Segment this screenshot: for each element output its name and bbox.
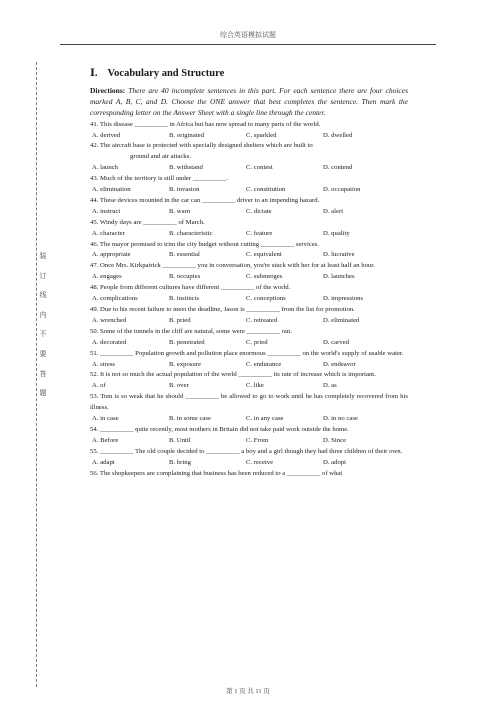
question-options	[90, 381, 408, 392]
directions-text: There are 40 incomplete sentences in this part. For each sentence there are four choices marked A, B, C, and D. Choose the ONE answer that best completes the sentence. Then mark the corresponding letter on the Answer Sheet with a single line through the center.	[90, 86, 408, 118]
option-d: D. carved	[323, 338, 349, 346]
binding-char: 要	[39, 349, 47, 358]
option-d: D. in no case	[323, 415, 358, 423]
question-stem: 43. Much of the territory is still under __________.	[90, 175, 228, 183]
question-stem: 49. Due to his recent failure to meet the deadline, Jason is __________ from the list for promotion.	[90, 306, 355, 314]
option-b: B. exposure	[169, 360, 201, 368]
binding-char: 内	[39, 310, 47, 319]
section-title: Vocabulary and Structure	[107, 68, 225, 79]
question-stem: 52. It is not so much the actual population of the world __________ its rate of increase which is important.	[90, 371, 376, 379]
option-d: D. adopt	[323, 458, 347, 466]
binding-notice	[36, 247, 50, 404]
section-number: Ⅰ.	[90, 68, 98, 79]
binding-char: 答	[39, 369, 47, 378]
option-d: D. dwelled	[323, 131, 353, 139]
option-a: A. stress	[92, 360, 116, 368]
directions-label: Directions:	[90, 86, 126, 95]
header-title: 综合英语模拟试题	[220, 31, 276, 39]
option-b: B. originated	[169, 131, 204, 139]
option-c: C. conceptions	[246, 295, 286, 303]
question-options	[90, 414, 408, 425]
option-d: D. as	[323, 382, 337, 390]
option-b: B. occupies	[169, 273, 201, 281]
option-c: C. pried	[246, 338, 268, 346]
option-b: B. pried	[169, 316, 191, 324]
binding-char: 线	[39, 291, 47, 300]
question-stem-continued: ground and air attacks.	[130, 153, 191, 161]
question-stem: 56. The shopkeepers are complaining that business has been reduced to a __________ of what	[90, 469, 343, 477]
question-options	[90, 131, 408, 142]
option-a: A. Before	[92, 436, 119, 444]
question-stem: 54. __________ quite recently, most mothers in Britain did not take paid work outside the home.	[90, 425, 349, 433]
option-d: D. impressions	[323, 295, 364, 303]
option-d: D. launches	[323, 273, 355, 281]
option-d: D. Since	[323, 436, 347, 444]
option-a: A. elimination	[92, 186, 131, 194]
directions	[90, 85, 408, 119]
option-a: A. wrenched	[92, 316, 127, 324]
option-a: A. character	[92, 229, 125, 237]
section-heading	[90, 66, 408, 82]
option-c: C. retreated	[246, 316, 278, 324]
question-stem: 41. This disease __________ in Africa but has now spread to many parts of the world.	[90, 120, 321, 128]
question-stem: 53. Tom is so weak that he should __________ be allowed to go to work until he has completely recovered from his illness.	[90, 393, 408, 412]
option-b: B. warn	[169, 207, 191, 215]
question-options	[90, 294, 408, 305]
option-b: B. in some case	[169, 415, 211, 423]
question-options	[90, 250, 408, 261]
option-d: D. eliminated	[323, 316, 360, 324]
binding-char: 装	[39, 252, 47, 260]
page-header	[60, 30, 436, 45]
option-d: D. lucrative	[323, 251, 355, 259]
question-stem: 42. The aircraft base is protected with specially designed shelters which are built to	[90, 142, 313, 150]
option-c: C. contest	[246, 164, 273, 172]
option-a: A. in case	[92, 415, 119, 423]
option-b: B. over	[169, 382, 189, 390]
option-d: D. occupation	[323, 186, 361, 194]
question-options	[90, 207, 408, 218]
option-d: D. contend	[323, 164, 353, 172]
question-options	[90, 436, 408, 447]
binding-char: 不	[39, 330, 47, 339]
option-c: C. like	[246, 382, 264, 390]
option-b: B. Until	[169, 436, 191, 444]
option-a: A. engages	[92, 273, 122, 281]
option-a: A. launch	[92, 164, 118, 172]
option-c: C. receive	[246, 458, 274, 466]
exam-content	[90, 66, 408, 480]
question-stem: 51. __________ Population growth and pollution place enormous __________ on the world's supply of usable water.	[90, 349, 404, 357]
binding-char: 题	[39, 389, 47, 398]
option-c: C. constitution	[246, 186, 286, 194]
option-c: C. sparkled	[246, 131, 277, 139]
option-c: C. dictate	[246, 207, 272, 215]
option-d: D. endeavor	[323, 360, 356, 368]
option-b: B. withstand	[169, 164, 203, 172]
question-options	[90, 360, 408, 371]
option-c: C. equivalent	[246, 251, 282, 259]
option-c: C. in any case	[246, 415, 284, 423]
option-a: A. of	[92, 382, 106, 390]
question-stem: 46. The mayor promised to trim the city budget without cutting __________ services.	[90, 240, 320, 248]
question-options	[90, 316, 408, 327]
question-options	[90, 185, 408, 196]
page-number: 第 1 页 共 11 页	[226, 688, 270, 695]
option-a: A. derived	[92, 131, 121, 139]
question-stem: 55. __________ The old couple decided to __________ a boy and a girl though they had three children of their own.	[90, 447, 403, 455]
option-a: A. instruct	[92, 207, 121, 215]
option-b: B. characteristic	[169, 229, 213, 237]
question-stem: 48. People from different cultures have different __________ of the world.	[90, 284, 291, 292]
question-options	[90, 338, 408, 349]
option-c: C. endurance	[246, 360, 282, 368]
question-options	[90, 229, 408, 240]
option-c: C. submerges	[246, 273, 283, 281]
option-a: A. adapt	[92, 458, 115, 466]
option-b: B. instincts	[169, 295, 200, 303]
question-options	[90, 458, 408, 469]
page-footer	[0, 686, 496, 695]
option-b: B. invasion	[169, 186, 200, 194]
option-d: D. alert	[323, 207, 344, 215]
question-stem: 44. These devices mounted in the car can __________ driver to an impending hazard.	[90, 196, 320, 204]
option-d: D. quality	[323, 229, 350, 237]
question-stem: 47. Once Mrs. Kirkpatrick __________ you in conversation, you're stuck with her for at least half an hour.	[90, 262, 375, 270]
option-b: B. essential	[169, 251, 200, 259]
option-c: C. feature	[246, 229, 273, 237]
option-a: A. complications	[92, 295, 138, 303]
question-stem: 50. Some of the tunnels in the cliff are natural, some were __________ out.	[90, 327, 292, 335]
option-a: A. decorated	[92, 338, 127, 346]
option-b: B. penetrated	[169, 338, 205, 346]
binding-char: 订	[39, 271, 47, 280]
option-b: B. bring	[169, 458, 191, 466]
question-options	[90, 272, 408, 283]
option-c: C. From	[246, 436, 269, 444]
question-stem: 45. Windy days are __________ of March.	[90, 218, 205, 226]
option-a: A. appropriate	[92, 251, 131, 259]
question-options	[90, 163, 408, 174]
